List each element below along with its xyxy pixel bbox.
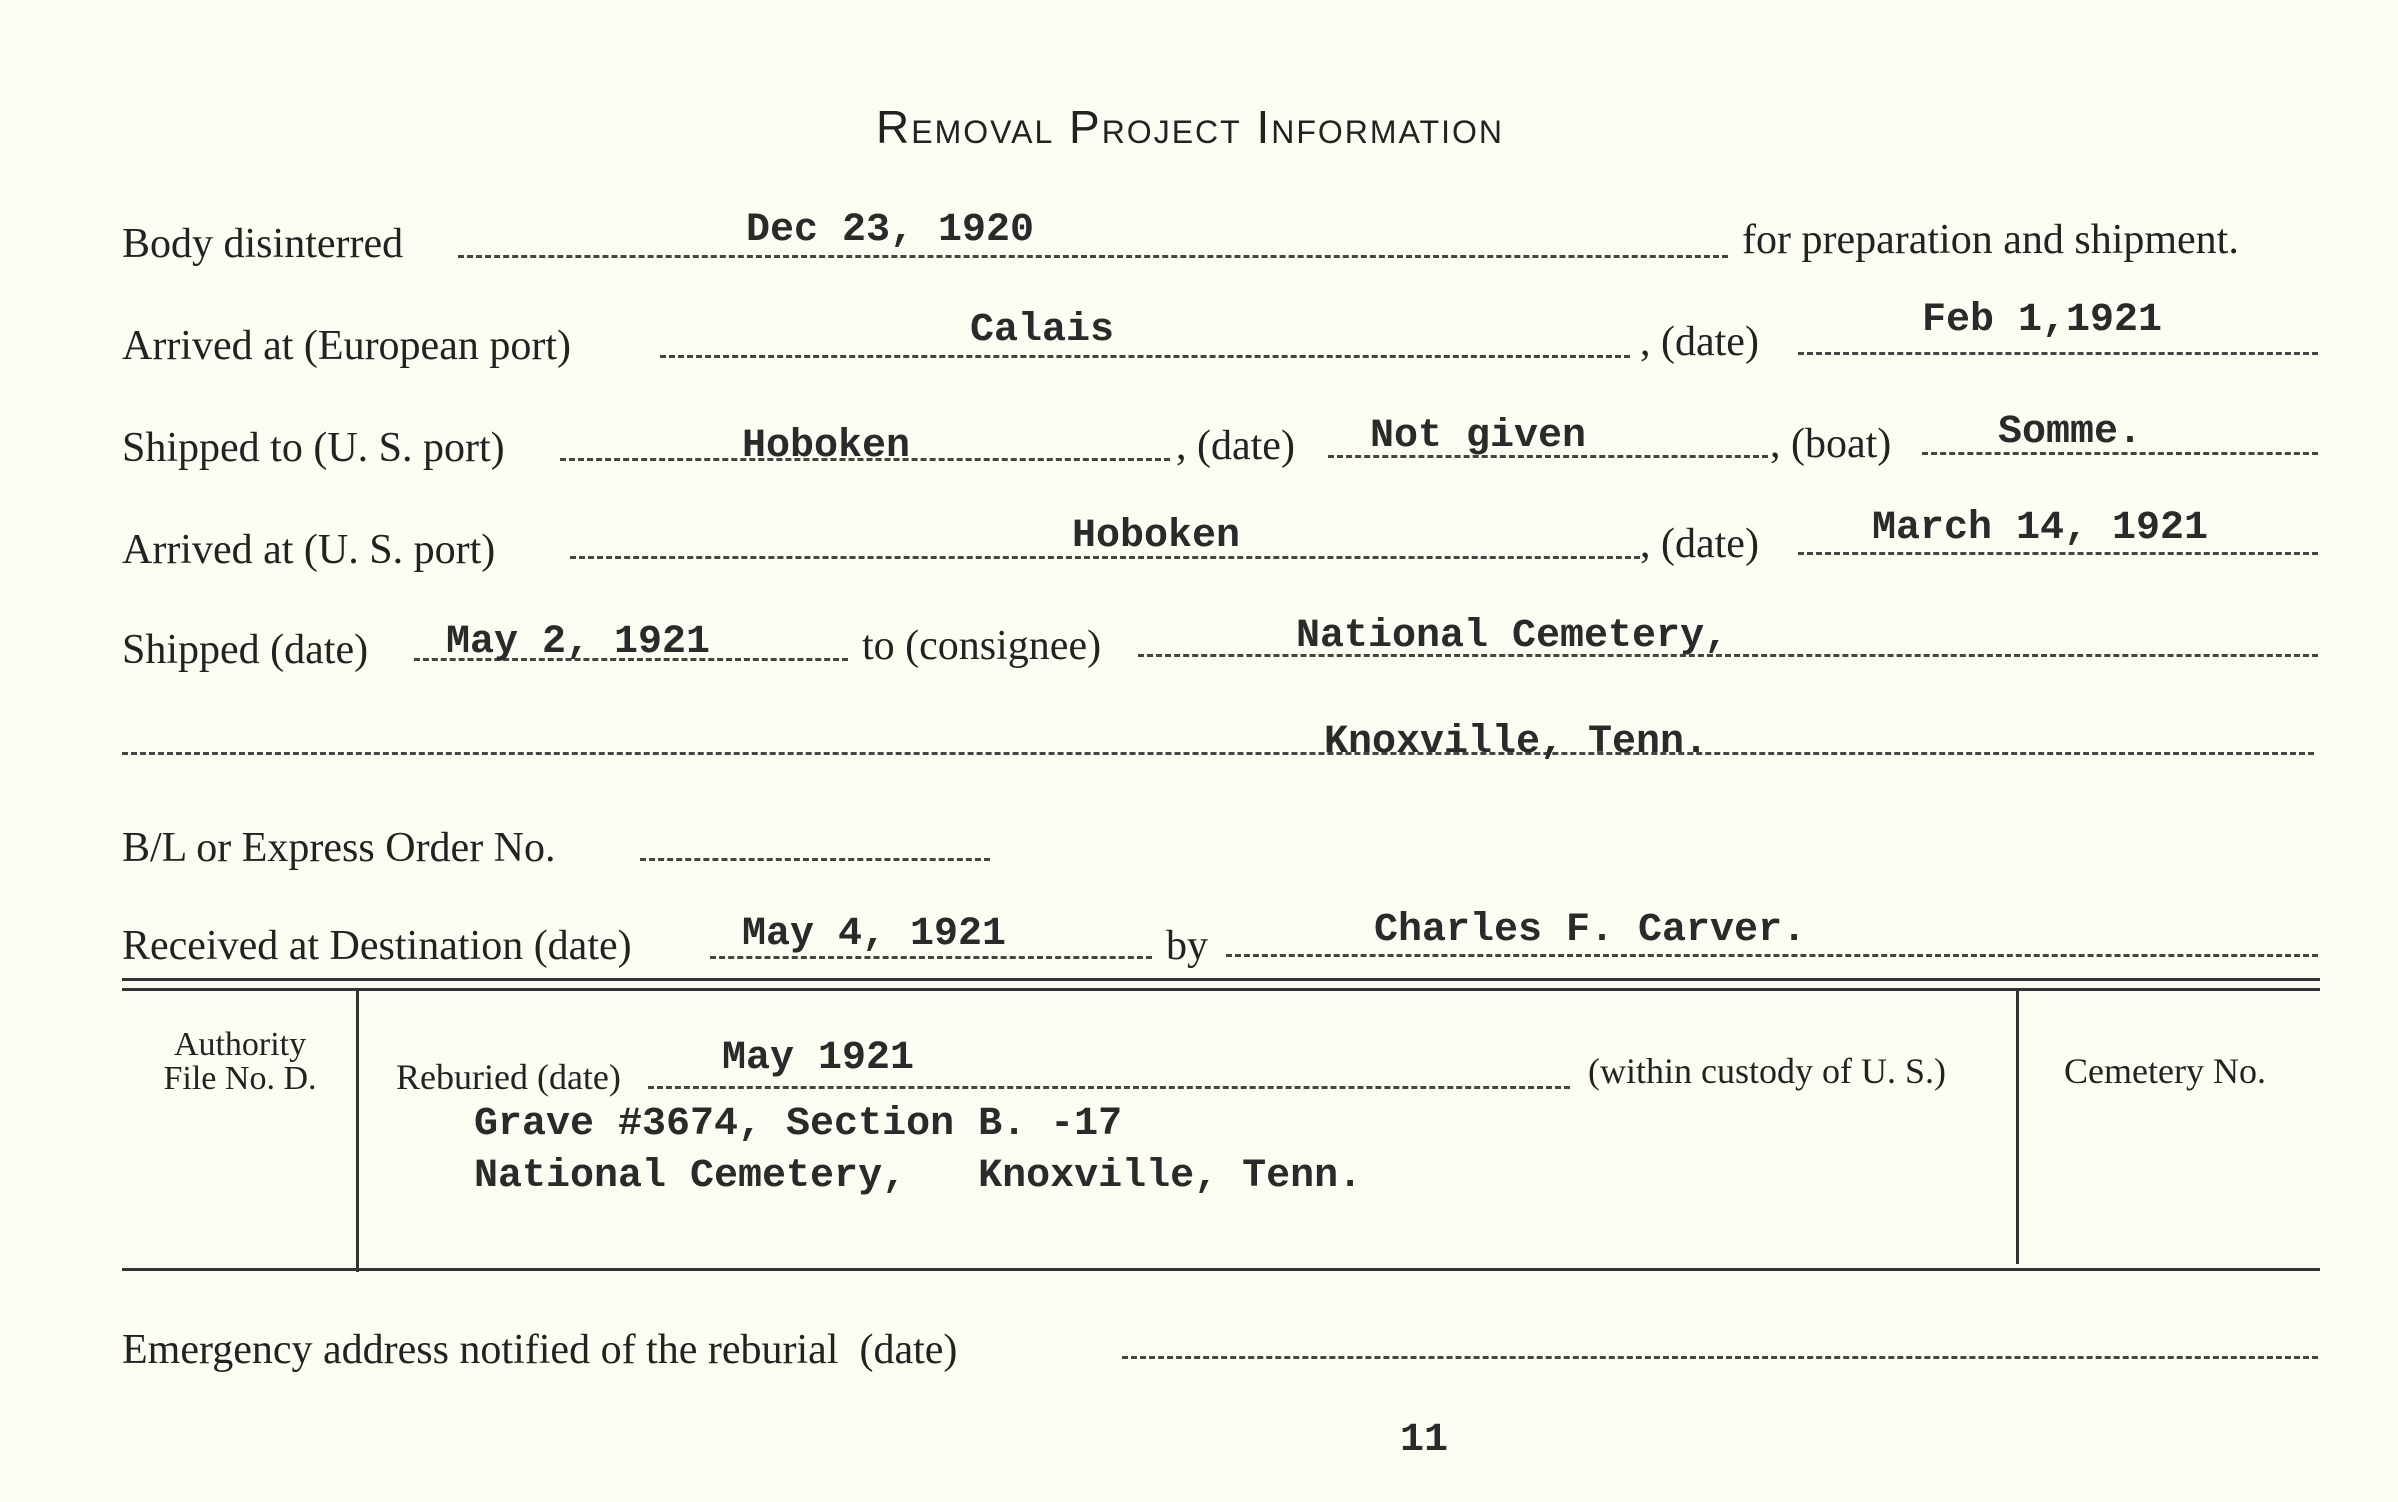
reburied-label: Reburied (date) [396,1057,621,1097]
shipped-label: Shipped (date) [122,627,369,673]
arrived-us-date-label: , (date) [1640,521,1759,567]
shipped-us-label: Shipped to (U. S. port) [122,425,505,471]
arrived-us-label: Arrived at (U. S. port) [122,527,496,573]
received-by-label: by [1166,923,1208,969]
emergency-label: Emergency address notified of the reburial (date) [122,1327,958,1373]
shipped-us-boat-label: , (boat) [1770,421,1892,467]
consignee-value-2: Knoxville, Tenn. [1324,720,1709,765]
shipped-us-date: Not given [1370,414,1587,459]
cemetery-no-label: Cemetery No. [2064,1051,2266,1091]
grave-line-1: Grave #3674, Section B. -17 [474,1102,1123,1147]
received-label: Received at Destination (date) [122,923,632,969]
disinterred-value: Dec 23, 1920 [746,208,1035,253]
box-bottom-rule [122,1268,2320,1271]
custody-label: (within custody of U. S.) [1588,1051,1946,1091]
shipped-us-port: Hoboken [742,424,911,469]
consignee-value: National Cemetery, [1296,614,1729,659]
box-divider-left [356,990,359,1272]
authority-label-1: Authority [173,1026,307,1063]
arrived-europe-line [660,355,1630,358]
consignee-line-2 [122,752,2314,755]
grave-line-2: National Cemetery, Knoxville, Tenn. [474,1154,1363,1199]
received-date: May 4, 1921 [742,912,1007,957]
received-by: Charles F. Carver. [1374,908,1807,953]
arrived-us-port: Hoboken [1072,514,1241,559]
bl-label: B/L or Express Order No. [122,825,556,871]
arrived-europe-date-line [1798,352,2318,355]
received-by-line [1226,954,2318,957]
bl-line [640,858,990,861]
consignee-label: to (consignee) [862,623,1102,669]
reburied-date: May 1921 [722,1036,915,1081]
reburied-line [648,1086,1570,1089]
card-title: Removal Project Information [876,101,1504,153]
box-divider-right [2016,990,2019,1264]
card-number: 11 [1400,1418,1449,1463]
disinterred-suffix: for preparation and shipment. [1742,217,2239,263]
arrived-europe-date-label: , (date) [1640,319,1759,365]
arrived-us-date-line [1798,552,2318,555]
authority-label-2: File No. D. [163,1060,317,1097]
shipped-date: May 2, 1921 [446,620,711,665]
box-top-rule-1 [122,978,2320,981]
emergency-line [1122,1356,2318,1359]
disinterred-label: Body disinterred [122,221,404,267]
arrived-europe-port: Calais [970,308,1115,353]
box-top-rule-2 [122,988,2320,991]
shipped-us-date-label: , (date) [1176,423,1295,469]
disinterred-line [458,255,1728,258]
arrived-europe-label: Arrived at (European port) [122,323,571,369]
arrived-europe-date: Feb 1,1921 [1922,298,2163,343]
arrived-us-date: March 14, 1921 [1872,506,2209,551]
shipped-us-boat: Somme. [1998,410,2143,455]
